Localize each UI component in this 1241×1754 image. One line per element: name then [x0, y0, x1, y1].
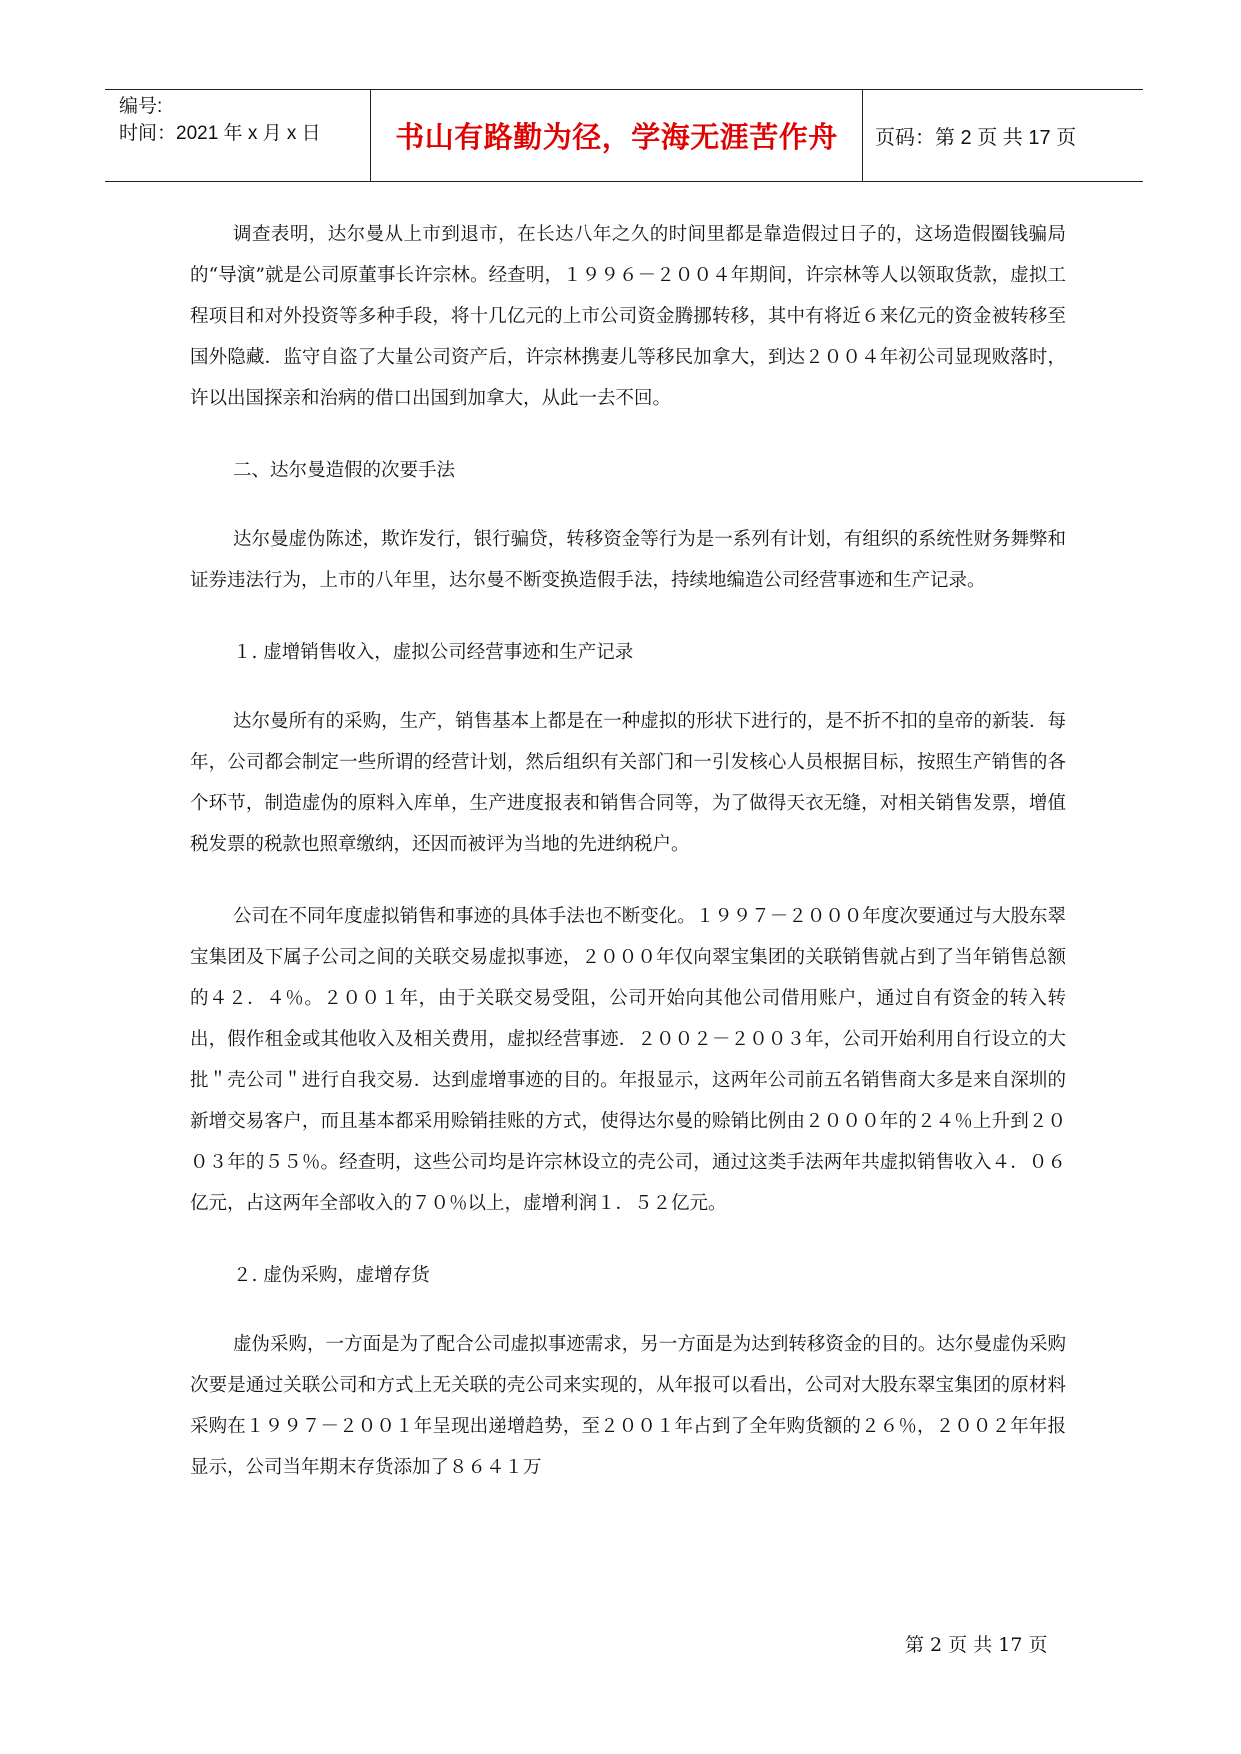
document-number-label: 编号:	[119, 96, 163, 117]
paragraph-fake-purchases: 虚伪采购，一方面是为了配合公司虚拟事迹需求，另一方面是为达到转移资金的目的。达尔曼虚伪采购次要是通过关联公司和方式上无关联的壳公司来实现的，从年报可以看出，公司对大股东翠宝集团的原材料采购在１９９７－２００１年呈现出递增趋势，至２００１年占到了全年购货额的２６％，２００２年年报显示，公司当年期末存货添加了８６４１万	[190, 1334, 1066, 1478]
document-time-label: 时间：2021 年 x 月 x 日	[119, 123, 321, 144]
page-footer-number: 第 2 页 共 17 页	[905, 1634, 1048, 1656]
paragraph-annual-methods: 公司在不同年度虚拟销售和事迹的具体手法也不断变化。１９９７－２０００年度次要通过与大股东翠宝集团及下属子公司之间的关联交易虚拟事迹，２０００年仅向翠宝集团的关联销售就占到了当年销售总额的４２．４％。２００１年，由于关联交易受阻，公司开始向其他公司借用账户，通过自有资金的转入转出，假作租金或其他收入及相关费用，虚拟经营事迹．２００２－２００３年，公司开始利用自行设立的大批＂壳公司＂进行自我交易．达到虚增事迹的目的。年报显示，这两年公司前五名销售商大多是来自深圳的新增交易客户，而且基本都采用赊销挂账的方式，使得达尔曼的赊销比例由２０００年的２４％上升到２００３年的５５％。经查明，这些公司均是许宗林设立的壳公司，通过这类手法两年共虚拟销售收入４．０６亿元，占这两年全部收入的７０％以上，虚增利润１．５２亿元。	[190, 906, 1066, 1214]
section-heading-methods: 二、达尔曼造假的次要手法	[233, 460, 456, 481]
paragraph-investigation: 调查表明，达尔曼从上市到退市，在长达八年之久的时间里都是靠造假过日子的，这场造假圈钱骗局的“导演”就是公司原董事长许宗林。经查明，１９９６－２００４年期间，许宗林等人以领取货款，虚拟工程项目和对外投资等多种手段，将十几亿元的上市公司资金腾挪转移，其中有将近６来亿元的资金被转移至国外隐藏．监守自盗了大量公司资产后，许宗林携妻儿等移民加拿大，到达２００４年初公司显现败落时，许以出国探亲和治病的借口出国到加拿大，从此一去不回。	[190, 224, 1066, 409]
paragraph-fake-operations: 达尔曼所有的采购，生产，销售基本上都是在一种虚拟的形状下进行的，是不折不扣的皇帝的新装．每年，公司都会制定一些所谓的经营计划，然后组织有关部门和一引发核心人员根据目标，按照生产销售的各个环节，制造虚伪的原料入库单，生产进度报表和销售合同等，为了做得天衣无缝，对相关销售发票，增值税发票的税款也照章缴纳，还因而被评为当地的先进纳税户。	[190, 711, 1066, 855]
header-meta	[119, 93, 321, 147]
paragraph-methods-overview: 达尔曼虚伪陈述，欺诈发行，银行骗贷，转移资金等行为是一系列有计划，有组织的系统性财务舞弊和证券违法行为，上市的八年里，达尔曼不断变换造假手法，持续地编造公司经营事迹和生产记录。	[190, 529, 1066, 591]
subsection-heading-inflated-sales: １. 虚增销售收入，虚拟公司经营事迹和生产记录	[233, 642, 634, 663]
header-page-info: 页码：第 2 页 共 17 页	[875, 126, 1077, 149]
document-body	[190, 214, 1066, 1519]
subsection-heading-fake-purchases: ２. 虚伪采购，虚增存货	[233, 1265, 430, 1286]
header-divider-right	[862, 89, 863, 182]
header-bottom-rule	[105, 181, 1143, 182]
header-motto: 书山有路勤为径，学海无涯苦作舟	[395, 119, 838, 154]
page-header	[105, 89, 1143, 183]
